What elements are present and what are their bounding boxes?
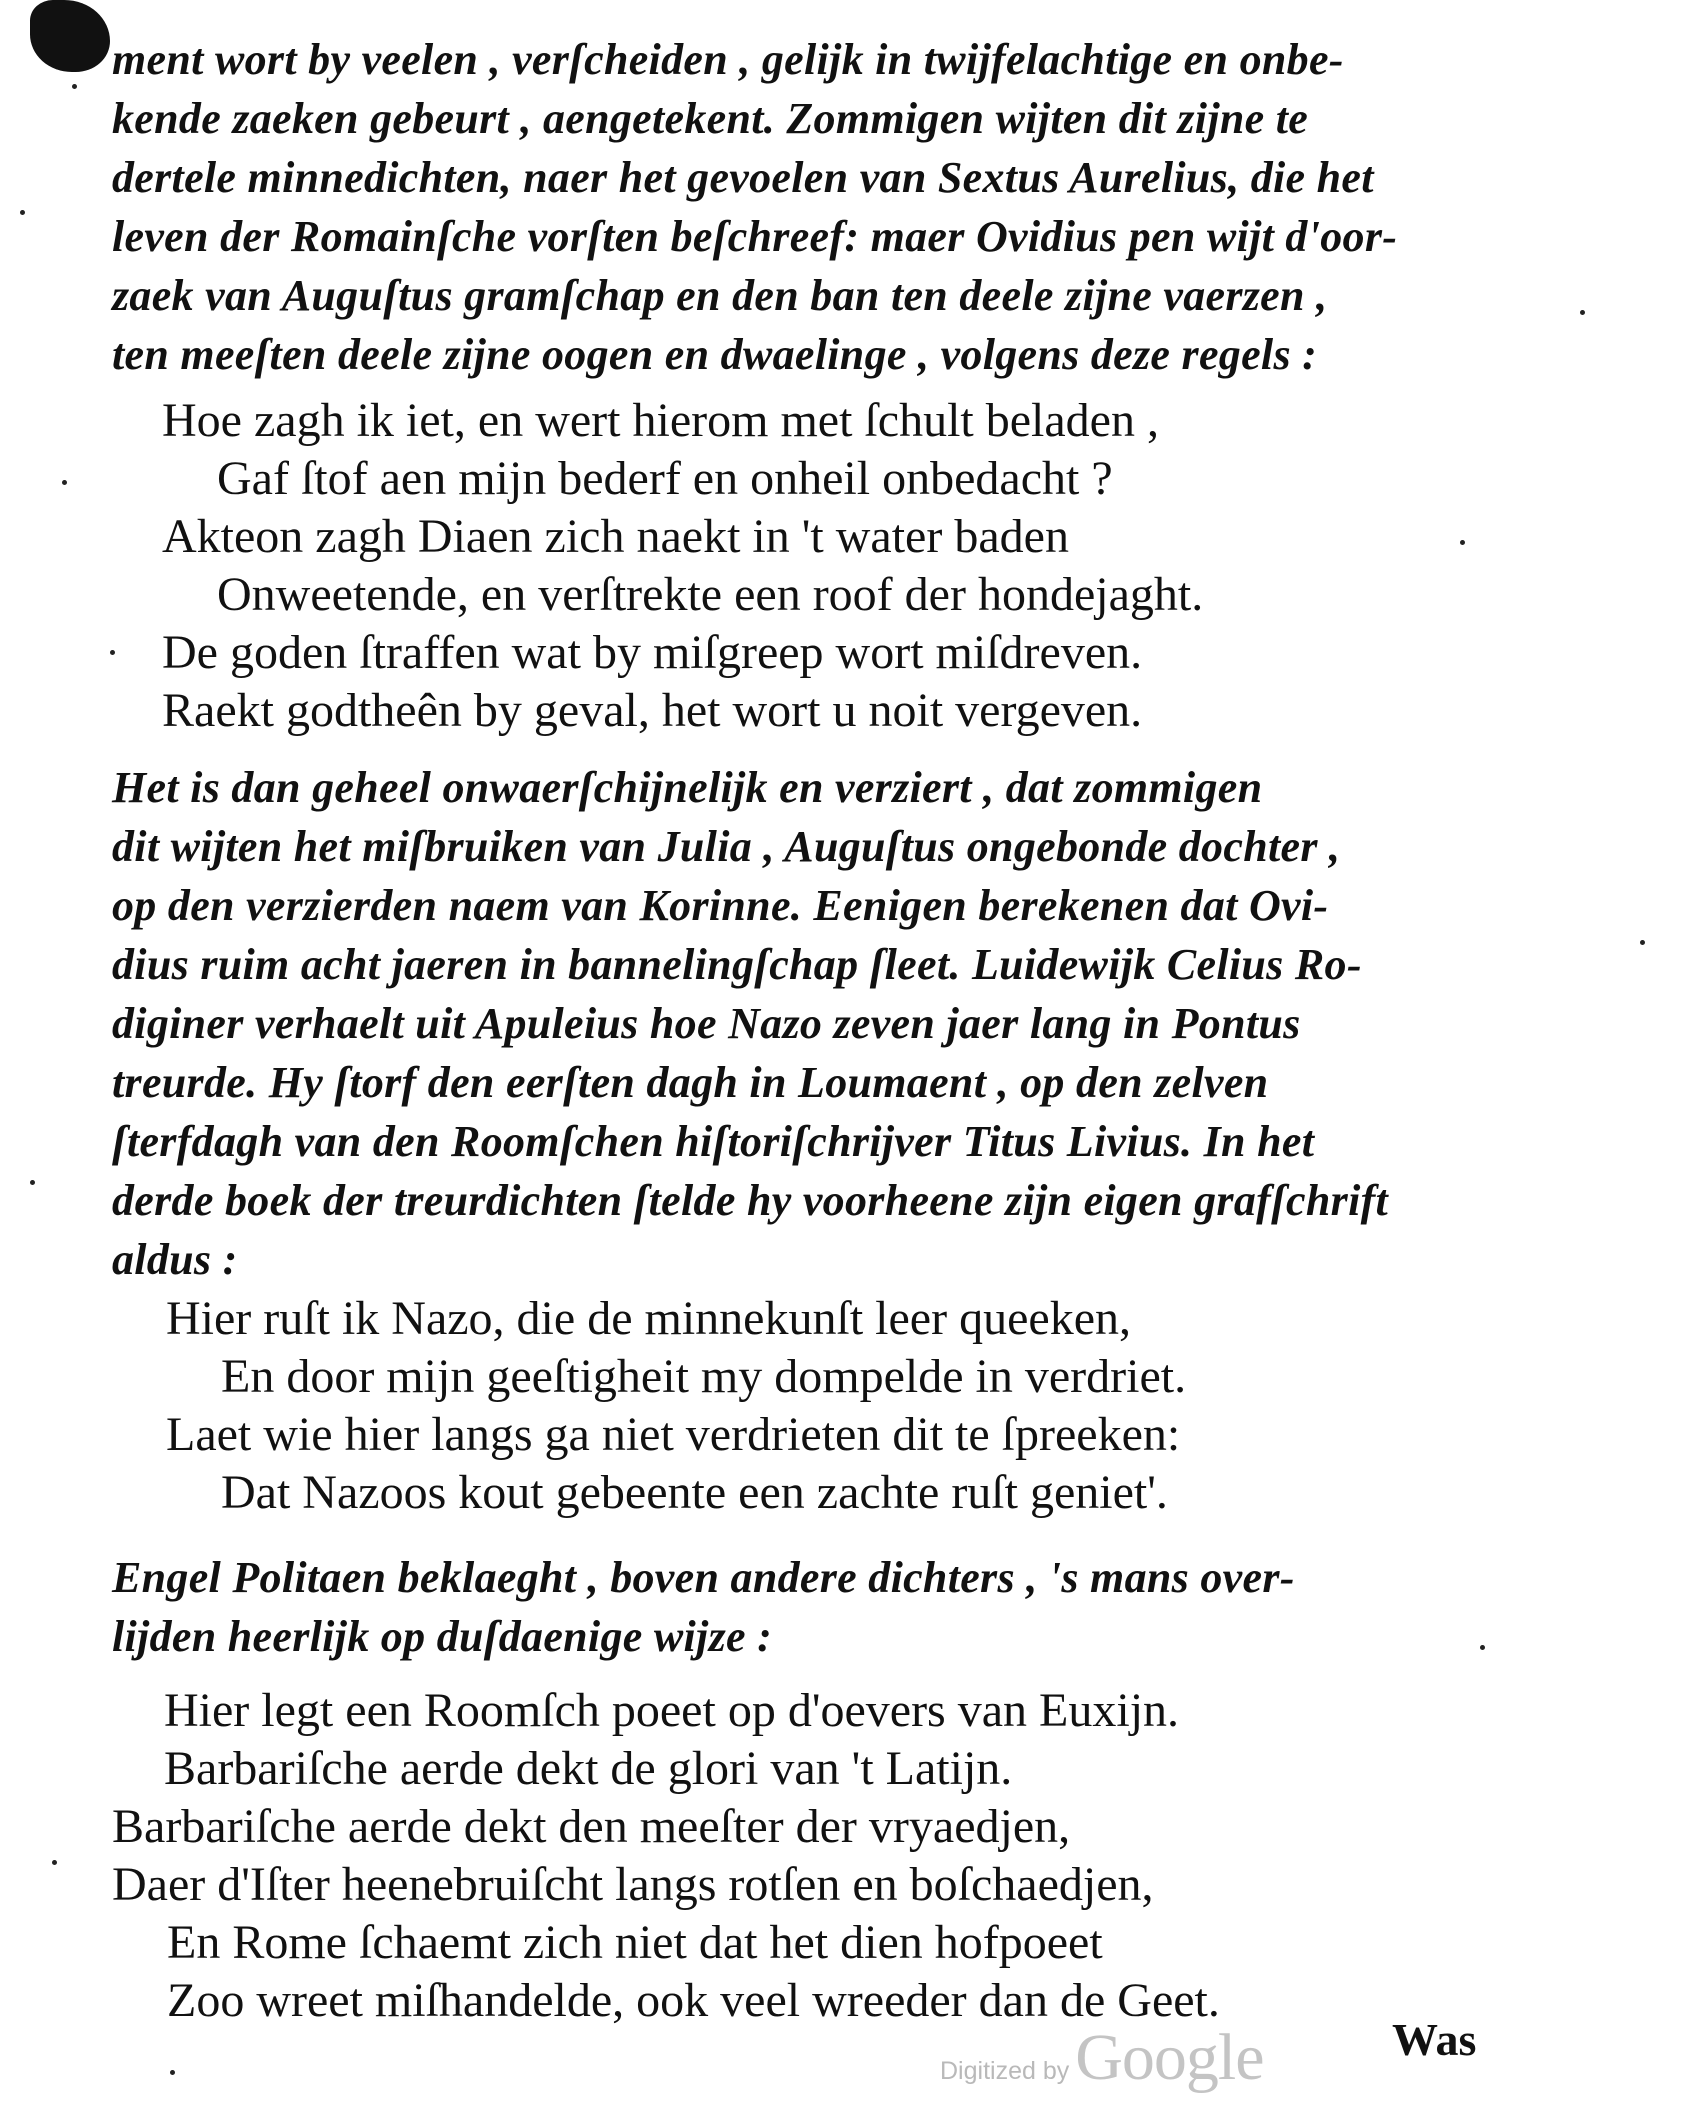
verse-line: Raekt godtheên by geval, het wort u noit vergeven. <box>162 684 1143 737</box>
verse-line: Hoe zagh ik iet, en wert hierom met ſchult beladen , <box>162 394 1159 447</box>
verse-line: Akteon zagh Diaen zich naekt in 't water baden <box>162 510 1069 563</box>
verse-line: Hier legt een Roomſch poeet op d'oevers van Euxijn. <box>164 1684 1180 1737</box>
text-line: kende zaeken gebeurt , aengetekent. Zommigen wijten dit zijne te <box>112 94 1309 143</box>
ink-blot-mark <box>30 0 110 72</box>
poem-2 <box>166 1290 1186 1522</box>
paper-speck <box>1460 540 1465 545</box>
text-line: dius ruim acht jaeren in bannelingſchap ſleet. Luidewijk Celius Ro- <box>112 940 1362 989</box>
text-line: zaek van Auguſtus gramſchap en den ban ten deele zijne vaerzen , <box>112 271 1328 320</box>
verse-line: Daer d'Iſter heenebruiſcht langs rotſen en boſchaedjen, <box>112 1858 1154 1911</box>
paper-speck <box>62 480 67 485</box>
paper-speck <box>1580 310 1585 315</box>
paper-speck <box>170 2070 175 2075</box>
paragraph-1 <box>112 30 1512 384</box>
paper-speck <box>30 1180 35 1185</box>
verse-line: Hier ruſt ik Nazo, die de minnekunſt leer queeken, <box>166 1292 1131 1345</box>
text-line: Het is dan geheel onwaerſchijnelijk en verziert , dat zommigen <box>112 763 1263 812</box>
text-line: dertele minnedichten, naer het gevoelen van Sextus Aurelius, die het <box>112 153 1374 202</box>
text-line: treurde. Hy ſtorf den eerſten dagh in Loumaent , op den zelven <box>112 1058 1269 1107</box>
verse-line: Barbariſche aerde dekt den meeſter der vryaedjen, <box>112 1800 1071 1853</box>
verse-line: Zoo wreet miſhandelde, ook veel wreeder dan de Geet. <box>167 1974 1220 2027</box>
paper-speck <box>20 210 25 215</box>
paper-speck <box>72 84 77 89</box>
verse-line: De goden ſtraffen wat by miſgreep wort miſdreven. <box>162 626 1143 679</box>
text-line: op den verzierden naem van Korinne. Eenigen berekenen dat Ovi- <box>112 881 1329 930</box>
text-line: derde boek der treurdichten ſtelde hy voorheene zijn eigen grafſchrift <box>112 1176 1389 1225</box>
poem-1 <box>162 392 1203 740</box>
text-line: ment wort by veelen , verſcheiden , gelijk in twijfelachtige en onbe- <box>112 35 1344 84</box>
verse-line: Barbariſche aerde dekt de glori van 't Latijn. <box>164 1742 1013 1795</box>
digitized-watermark <box>940 2020 1264 2096</box>
verse-line: En Rome ſchaemt zich niet dat het dien hofpoeet <box>167 1916 1103 1969</box>
verse-line: Dat Nazoos kout gebeente een zachte ruſt geniet'. <box>221 1466 1168 1519</box>
text-line: aldus : <box>112 1235 238 1284</box>
text-line: lijden heerlijk op duſdaenige wijze : <box>112 1612 773 1661</box>
text-line: ten meeſten deele zijne oogen en dwaelinge , volgens deze regels : <box>112 330 1318 379</box>
verse-line: Laet wie hier langs ga niet verdrieten dit te ſpreeken: <box>166 1408 1181 1461</box>
watermark-prefix: Digitized by <box>940 2057 1070 2085</box>
verse-line: Onweetende, en verſtrekte een roof der hondejaght. <box>217 568 1204 621</box>
catchword: Was <box>1392 2014 1477 2065</box>
watermark-brand: Google <box>1075 2021 1264 2094</box>
text-line: leven der Romainſche vorſten beſchreef: maer Ovidius pen wijt d'oor- <box>112 212 1398 261</box>
verse-line: En door mijn geeſtigheit my dompelde in verdriet. <box>221 1350 1187 1403</box>
paper-speck <box>1640 940 1645 945</box>
text-line: dit wijten het miſbruiken van Julia , Auguſtus ongebonde dochter , <box>112 822 1341 871</box>
paragraph-2 <box>112 758 1512 1289</box>
text-line: Engel Politaen beklaeght , boven andere dichters , 's mans over- <box>112 1553 1295 1602</box>
paper-speck <box>110 650 115 655</box>
paragraph-3 <box>112 1548 1512 1666</box>
text-line: diginer verhaelt uit Apuleius hoe Nazo zeven jaer lang in Pontus <box>112 999 1301 1048</box>
verse-line: Gaf ſtof aen mijn bederf en onheil onbedacht ? <box>217 452 1113 505</box>
text-line: ſterfdagh van den Roomſchen hiſtoriſchrijver Titus Livius. In het <box>112 1117 1315 1166</box>
poem-3 <box>112 1682 1220 2030</box>
paper-speck <box>52 1860 57 1865</box>
